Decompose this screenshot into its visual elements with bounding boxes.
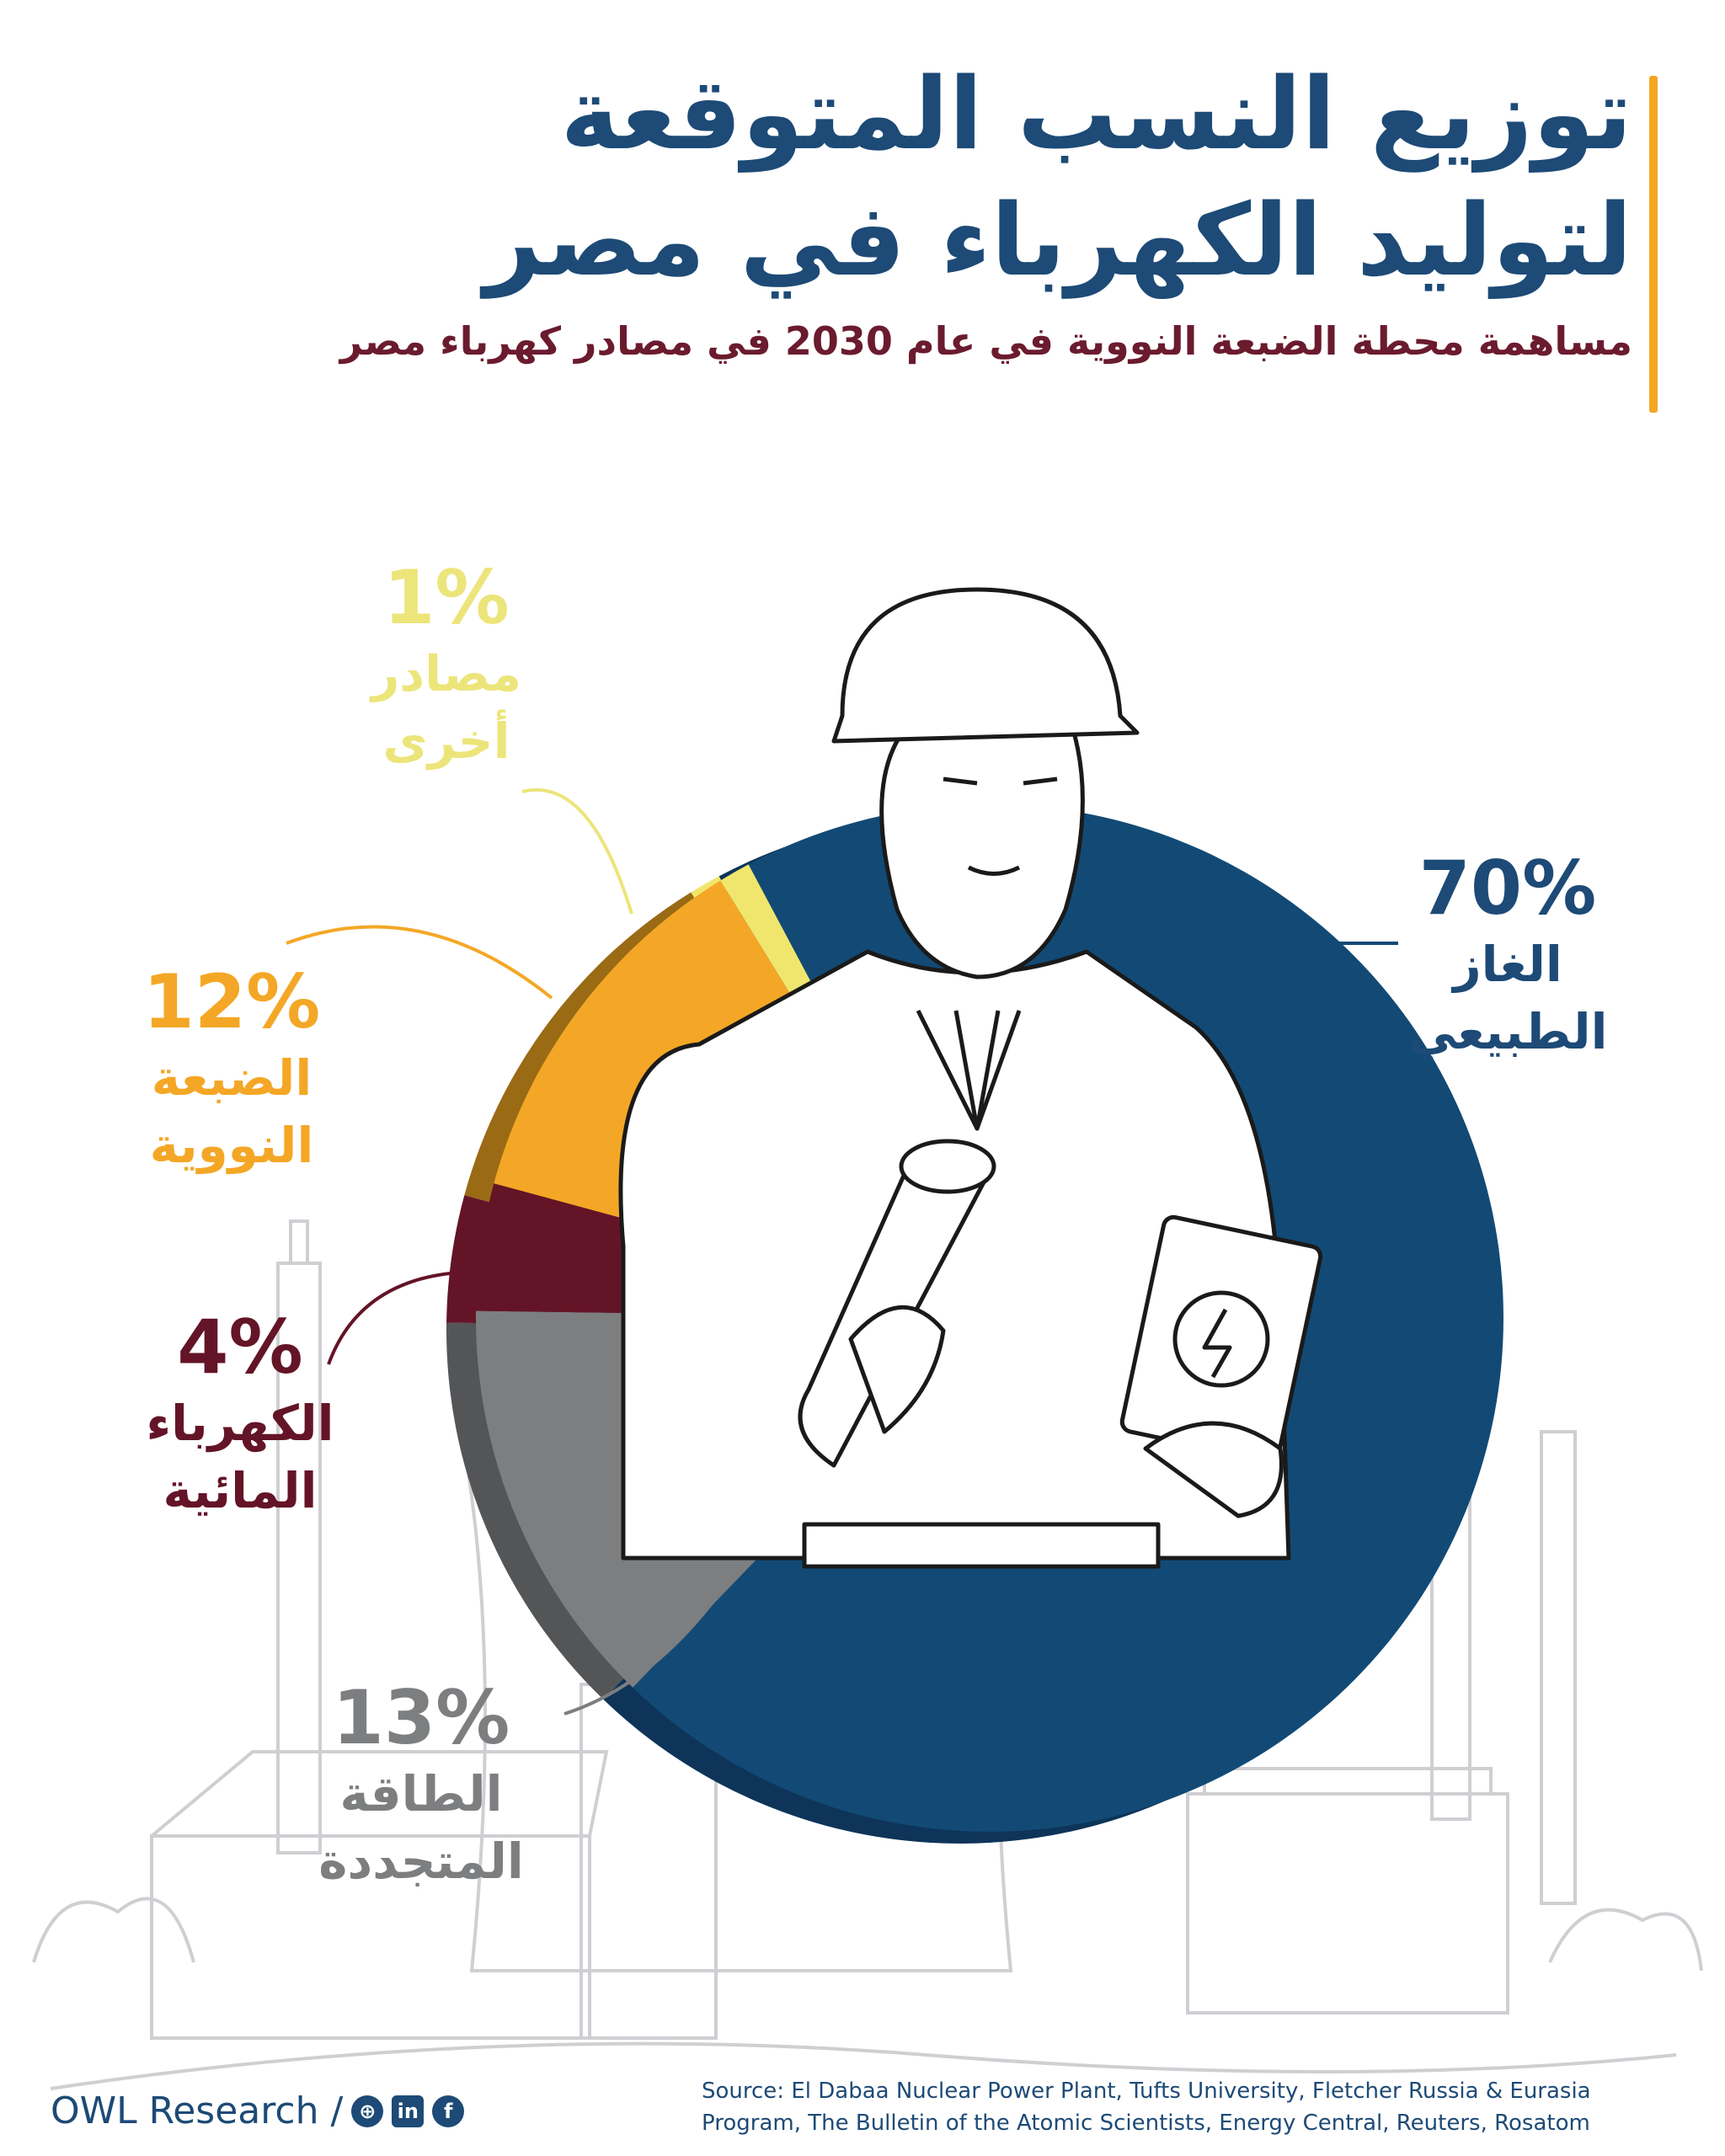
label-other-pct: 1% [383,554,510,641]
source-line-1: Source: El Dabaa Nuclear Power Plant, Tufts University, Fletcher Russia & Eurasia [702,2079,1591,2104]
label-nuclear-line2: النووية [149,1117,314,1174]
label-renewable [295,1676,547,1895]
facebook-icon[interactable]: f [432,2095,464,2127]
label-renewable-line2: المتجددة [318,1833,524,1890]
label-natural-gas [1381,846,1634,1065]
label-other-line2: أخرى [382,712,510,770]
label-other [345,556,547,775]
label-renewable-line1: الطاقة [339,1765,503,1822]
label-nuclear [118,960,345,1179]
globe-icon[interactable]: ⊕ [351,2095,383,2127]
leader-other [522,790,632,914]
label-hydro [126,1305,354,1524]
source-note [702,2075,1679,2139]
label-natural-gas-line2: الطبيعي [1407,1003,1608,1060]
page-title-line-2: لتوليد الكهرباء في مصر [483,182,1632,298]
page-subtitle: مساهمة محطة الضبعة النووية في عام 2030 في مصادر كهرباء مصر [339,318,1632,364]
label-natural-gas-pct: 70% [1418,845,1597,931]
linkedin-icon[interactable]: in [392,2095,424,2127]
footer-brand [51,2089,464,2132]
label-renewable-pct: 13% [332,1674,510,1761]
label-hydro-line1: الكهرباء [146,1395,334,1452]
label-nuclear-line1: الضبعة [151,1049,312,1107]
source-line-2: Program, The Bulletin of the Atomic Scientists, Energy Central, Reuters, Rosatom [702,2111,1590,2136]
label-hydro-line2: المائية [163,1462,318,1519]
label-natural-gas-line1: الغاز [1453,936,1562,993]
label-other-line1: مصادر [371,645,521,702]
brand-name: OWL Research / [51,2089,344,2132]
label-nuclear-pct: 12% [142,958,321,1045]
label-hydro-pct: 4% [177,1304,303,1390]
page-title-line-1: توزيع النسب المتوقعة [560,56,1632,172]
engineer-illustration [621,590,1322,1566]
